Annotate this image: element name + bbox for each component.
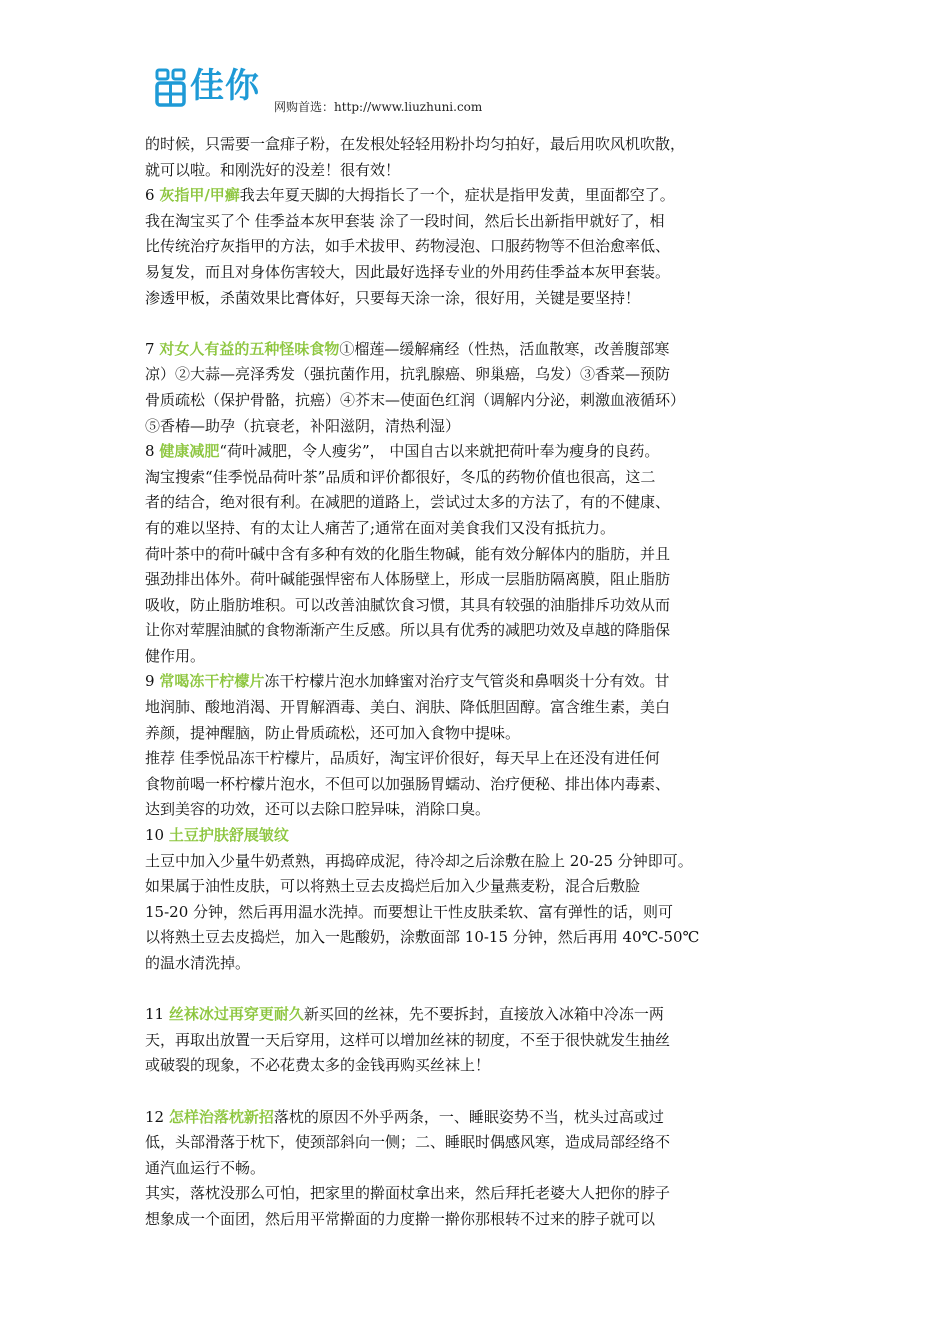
body-text-line: 或破裂的现象，不必花费太多的金钱再购买丝袜上！ (145, 1056, 491, 1075)
body-text-line: 淘宝搜索“佳季悦品荷叶茶”品质和评价都很好，冬瓜的药物价值也很高，这二 (145, 467, 656, 486)
logo-text: 佳你 (190, 66, 260, 106)
section-heading-line (145, 183, 810, 209)
section-title: 土豆护肤舒展皱纹 (168, 826, 289, 845)
body-text-line: 以将熟土豆去皮捣烂，加入一匙酸奶，涂敷面部 10-15 分钟，然后再用 40℃-50℃ (145, 928, 700, 947)
section-heading-line (145, 823, 810, 849)
body-text-line: 荷叶茶中的荷叶碱中含有多种有效的化脂生物碱，能有效分解体内的脂肪，并且 (145, 544, 671, 563)
section-title: 丝袜冰过再穿更耐久 (168, 1005, 304, 1024)
section-text: 落枕的原因不外乎两条，一、睡眠姿势不当，枕头过高或过 (273, 1107, 664, 1126)
section-title: 灰指甲/甲癣 (159, 186, 240, 205)
body-text-line: 我在淘宝买了个 佳季益本灰甲套装 涂了一段时间，然后长出新指甲就好了，相 (145, 211, 665, 230)
body-text-line: 比传统治疗灰指甲的方法，如手术拔甲、药物浸泡、口服药物等不但治愈率低、 (145, 237, 671, 256)
header-tagline: 网购首选：http://www.liuzhuni.com (274, 100, 483, 114)
body-text-line: 有的难以坚持、有的太让人痛苦了;通常在面对美食我们又没有抵抗力。 (145, 518, 616, 537)
section-heading-line (145, 337, 810, 363)
section-title: 对女人有益的五种怪味食物 (159, 339, 340, 358)
body-text-line: 就可以啦。和刚洗好的没差！很有效！ (145, 160, 401, 179)
body-text-line: 地润肺、酸地消渴、开胃解酒毒、美白、润肤、降低胆固醇。富含维生素，美白 (145, 698, 671, 717)
body-text-line: 健作用。 (145, 646, 206, 665)
section-text: “荷叶减肥，令人瘦劣”， 中国自古以来就把荷叶奉为瘦身的良药。 (219, 442, 660, 461)
body-text-line: 低，头部滑落于枕下，使颈部斜向一侧；二、睡眠时偶感风寒，造成局部经络不 (145, 1133, 671, 1152)
section-number: 8 (145, 442, 160, 461)
section-text: 冻干柠檬片泡水加蜂蜜对治疗支气管炎和鼻咽炎十分有效。甘 (264, 672, 670, 691)
body-text-line: 的时候，只需要一盒痱子粉，在发根处轻轻用粉扑均匀拍好，最后用吹风机吹散， (145, 135, 686, 153)
body-text-line: 如果属于油性皮肤，可以将熟土豆去皮捣烂后加入少量燕麦粉，混合后敷脸 (145, 877, 641, 896)
section-heading-line (145, 669, 810, 695)
body-text-line: 养颜，提神醒脑，防止骨质疏松，还可加入食物中提味。 (145, 723, 521, 742)
section-number: 12 (145, 1107, 169, 1126)
section-number: 11 (145, 1005, 169, 1024)
body-text-line: 的温水清洗掉。 (145, 954, 251, 972)
section-title: 常喝冻干柠檬片 (159, 672, 265, 691)
body-text-line: 想象成一个面团，然后用平常擀面的力度擀一擀你那根转不过来的脖子就可以 (145, 1209, 656, 1228)
body-text-line: 天，再取出放置一天后穿用，这样可以增加丝袜的韧度，不至于很快就发生抽丝 (145, 1030, 671, 1049)
body-text-line: 土豆中加入少量牛奶煮熟，再捣碎成泥，待冷却之后涂敷在脸上 20-25 分钟即可。 (145, 851, 693, 870)
blank-line (145, 311, 810, 337)
body-text-line: 易复发，而且对身体伤害较大，因此最好选择专业的外用药佳季益本灰甲套装。 (145, 262, 671, 281)
section-number: 6 (145, 186, 160, 205)
body-text-line: 骨质疏松（保护骨骼，抗癌）④芥末—使面色红润（调解内分泌，刺激血液循环） (145, 390, 686, 409)
section-number: 9 (145, 672, 160, 691)
body-text-line: 吸收，防止脂肪堆积。可以改善油腻饮食习惯，其具有较强的油脂排斥功效从而 (145, 595, 671, 614)
document-body (145, 132, 810, 1233)
section-title: 健康减肥 (159, 442, 220, 461)
section-heading-line (145, 439, 810, 465)
logo (154, 62, 266, 112)
body-text-line: 者的结合，绝对很有利。在减肥的道路上，尝试过太多的方法了，有的不健康、 (145, 493, 671, 512)
body-text-line: 15-20 分钟，然后再用温水洗掉。而要想让干性皮肤柔软、富有弹性的话，则可 (145, 902, 674, 921)
section-heading-line (145, 1105, 810, 1131)
section-number: 10 (145, 826, 169, 845)
body-text-line: 凉）②大蒜—亮泽秀发（强抗菌作用，抗乳腺癌、卵巢癌，乌发）③香菜—预防 (145, 365, 671, 384)
section-text: 我去年夏天脚的大拇指长了一个，症状是指甲发黄，里面都空了。 (239, 186, 675, 205)
body-text-line: ⑤香椿—助孕（抗衰老，补阳滋阴，清热利湿） (145, 416, 461, 435)
section-heading-line (145, 1002, 810, 1028)
section-number: 7 (145, 339, 160, 358)
logo-mark-icon (154, 68, 188, 108)
section-text: ①榴莲—缓解痛经（性热，活血散寒，改善腹部寒 (339, 339, 670, 358)
section-text: 新买回的丝袜，先不要拆封，直接放入冰箱中冷冻一两 (303, 1005, 664, 1024)
body-text-line: 推荐 佳季悦品冻干柠檬片，品质好，淘宝评价很好，每天早上在还没有进任何 (145, 749, 660, 768)
blank-line (145, 977, 810, 1003)
body-text-line: 强劲排出体外。荷叶碱能强悍密布人体肠壁上，形成一层脂肪隔离膜，阻止脂肪 (145, 570, 671, 589)
body-text-line: 其实，落枕没那么可怕，把家里的擀面杖拿出来，然后拜托老婆大人把你的脖子 (145, 1184, 671, 1203)
body-text-line: 渗透甲板，杀菌效果比膏体好，只要每天涂一涂，很好用，关键是要坚持！ (145, 288, 641, 307)
body-text-line: 让你对荤腥油腻的食物渐渐产生反感。所以具有优秀的减肥功效及卓越的降脂保 (145, 621, 671, 640)
body-text-line: 食物前喝一杯柠檬片泡水，不但可以加强肠胃蠕动、治疗便秘、排出体内毒素、 (145, 774, 671, 793)
body-text-line: 达到美容的功效，还可以去除口腔异味，消除口臭。 (145, 800, 491, 819)
blank-line (145, 1079, 810, 1105)
section-title: 怎样治落枕新招 (168, 1107, 274, 1126)
body-text-line: 通汽血运行不畅。 (145, 1158, 266, 1177)
